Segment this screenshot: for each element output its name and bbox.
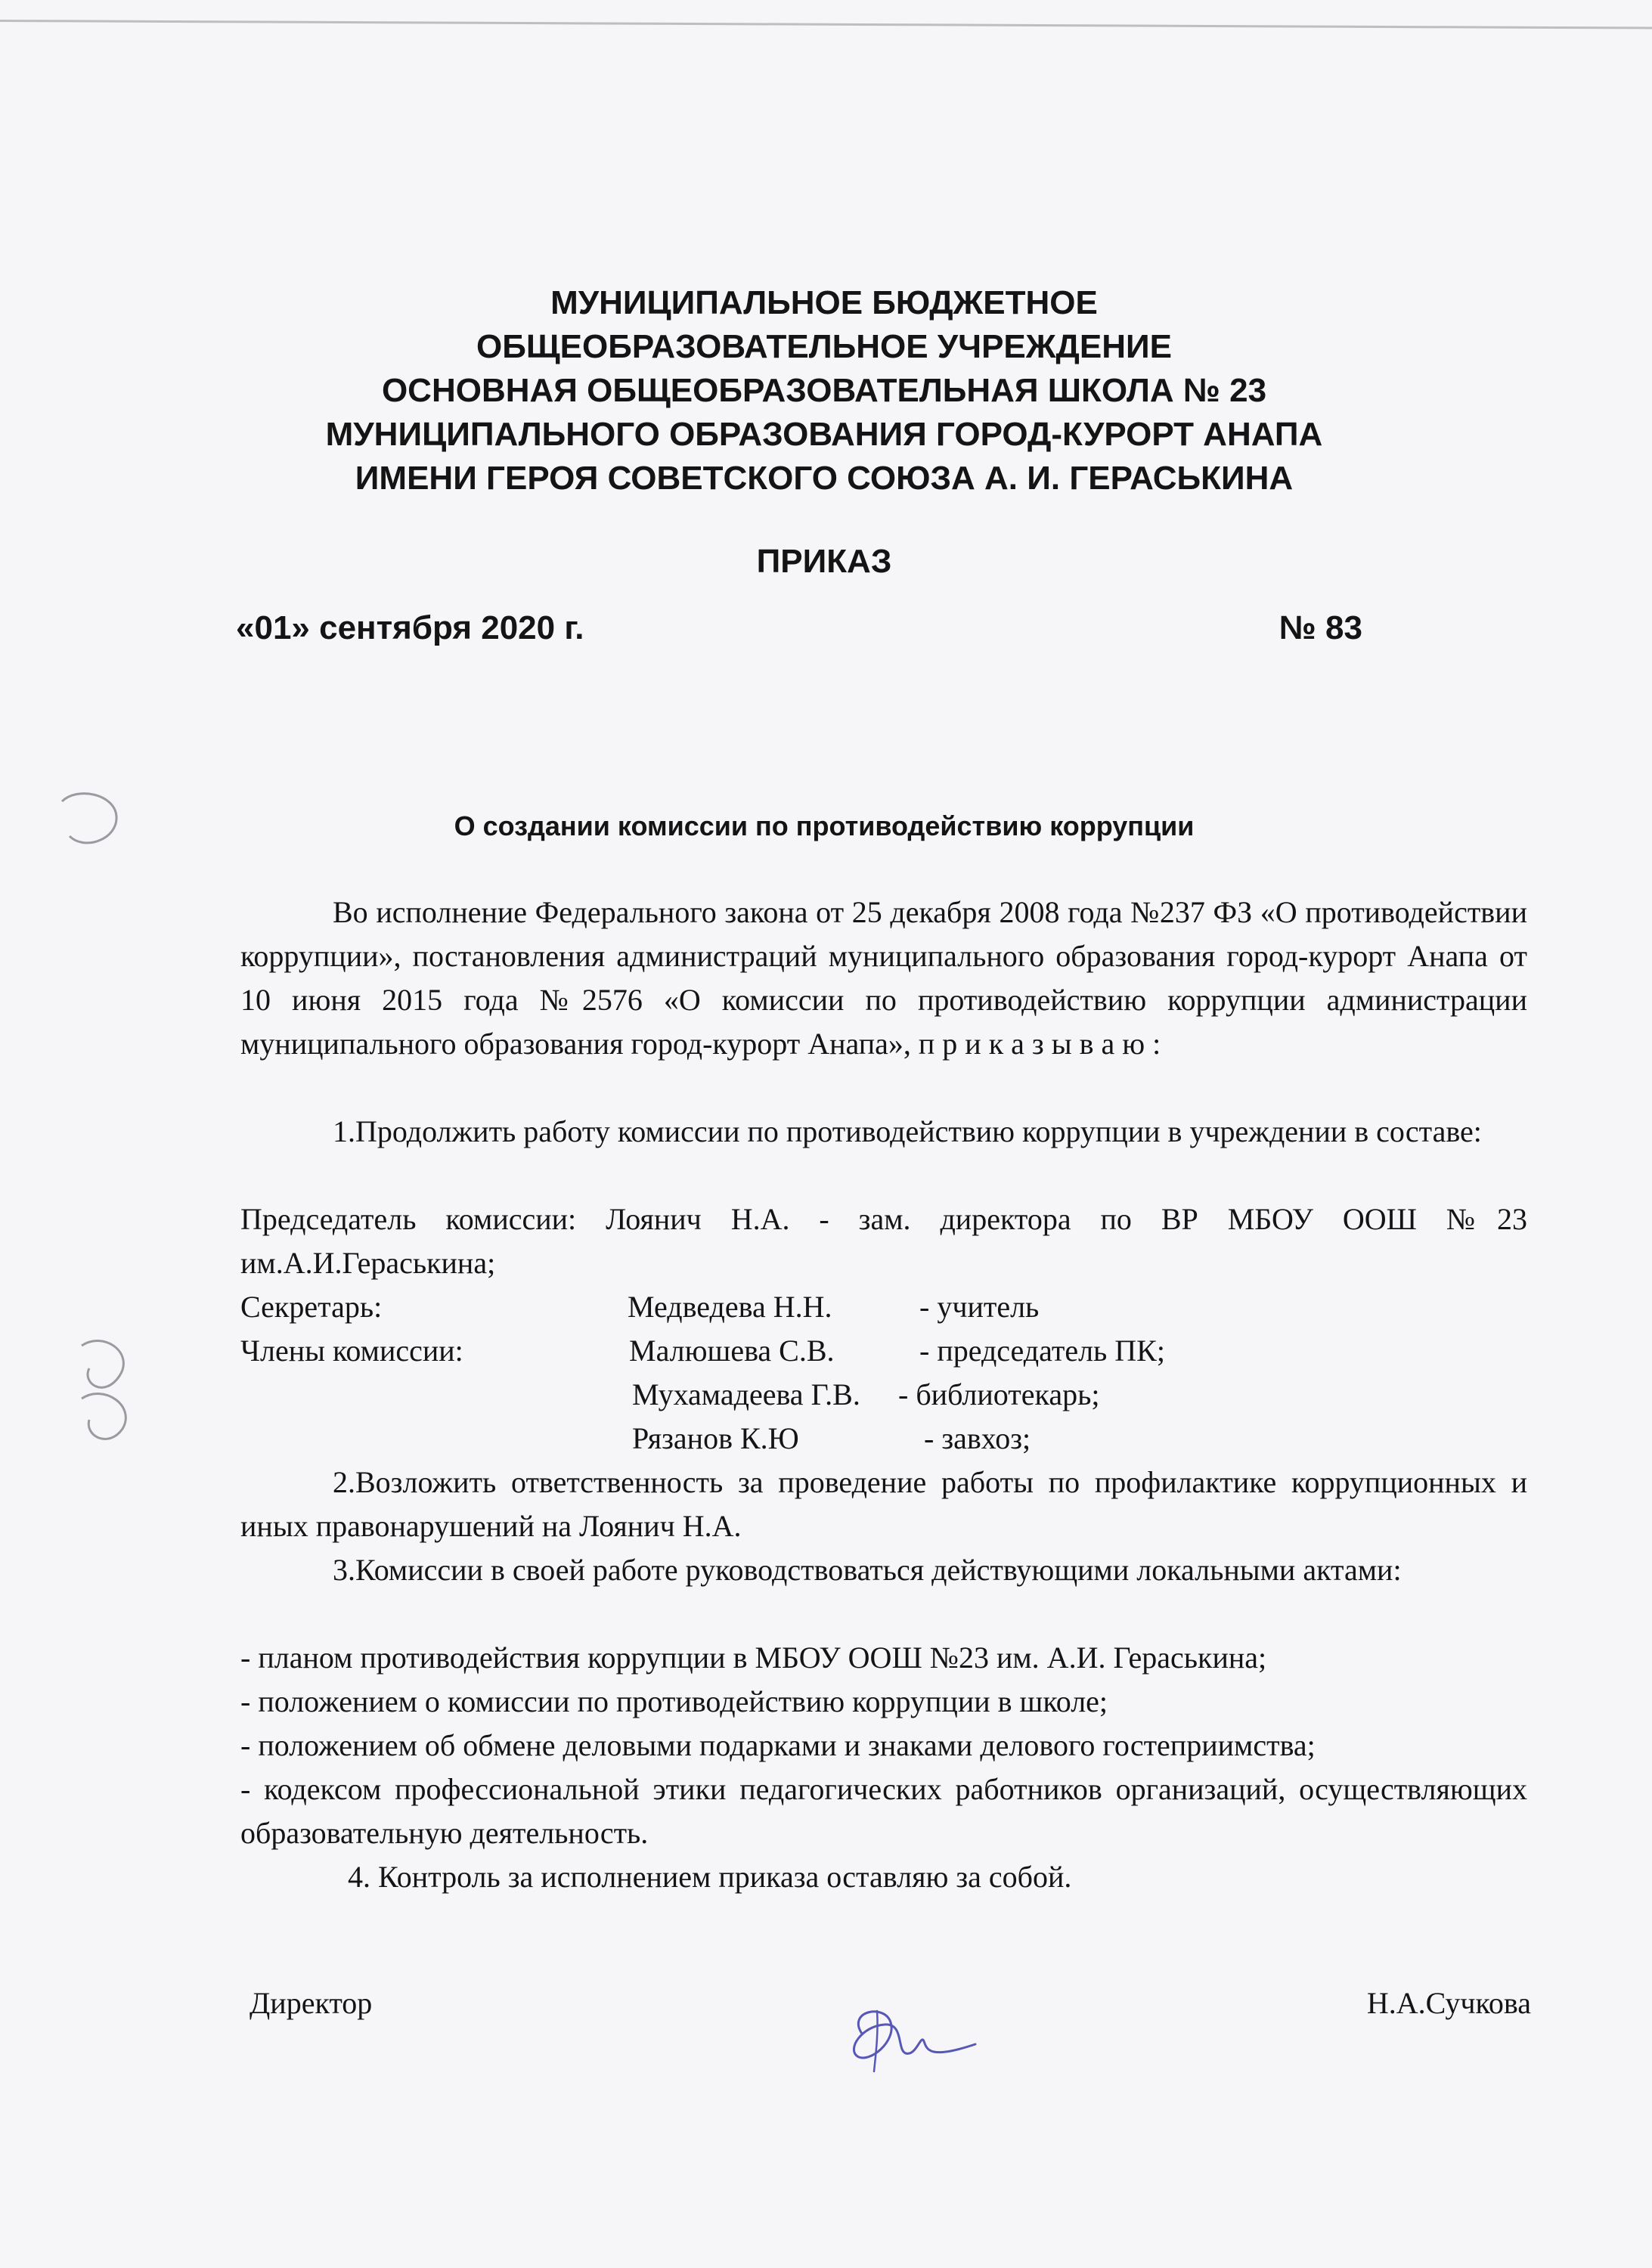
signer-name: Н.А.Сучкова: [1366, 1986, 1531, 2020]
item-2: 2.Возложить ответственность за проведение работы по профилактике коррупционных и иных правонарушений на Лоянич Н.А.: [240, 1465, 1527, 1543]
act-item: - положением о комиссии по противодействию коррупции в школе;: [240, 1684, 1108, 1718]
doc-type: ПРИКАЗ: [756, 543, 892, 580]
chairman: Председатель комиссии: Лоянич Н.А. - зам. директора по ВР МБОУ ООШ №23 им.А.И.Гераськина;: [240, 1202, 1527, 1280]
doc-date: «01» сентября 2020 г.: [236, 609, 584, 646]
member-name: Малюшева С.В.: [629, 1334, 835, 1368]
org-line: МУНИЦИПАЛЬНОЕ БЮДЖЕТНОЕ: [550, 284, 1098, 321]
punch-hole-mark: [67, 1331, 150, 1452]
scan-edge: [0, 20, 1652, 29]
secretary-post: - учитель: [919, 1290, 1040, 1324]
doc-subject: О создании комиссии по противодействию коррупции: [454, 810, 1195, 841]
members-label: Члены комиссии:: [240, 1334, 463, 1368]
item-1: 1.Продолжить работу комиссии по противодействию коррупции в учреждении в составе:: [333, 1114, 1482, 1148]
punch-hole-mark: [47, 779, 130, 854]
act-item: - планом противодействия коррупции в МБОУ ООШ №23 им. А.И. Гераськина;: [240, 1641, 1267, 1675]
handwritten-signature: [832, 1981, 998, 2094]
member-post: - библиотекарь;: [898, 1377, 1100, 1411]
item-4: 4. Контроль за исполнением приказа оставляю за собой.: [348, 1860, 1072, 1894]
member-name: Мухамадеева Г.В.: [632, 1377, 860, 1411]
doc-number: № 83: [1279, 609, 1362, 646]
secretary-row: [240, 1285, 382, 1329]
item-3: 3.Комиссии в своей работе руководствоваться действующими локальными актами:: [333, 1553, 1402, 1587]
preamble: Во исполнение Федерального закона от 25 декабря 2008 года №237 ФЗ «О противодействии коррупции», постановления администраций муниципального образования город-курорт Анапа от 10 июня 2015 года №2576 «О комиссии по противодействию коррупции администрации муниципального образования город-курорт Анапа», п р и к а з ы в а ю :: [240, 895, 1527, 1061]
secretary-name: Медведева Н.Н.: [628, 1290, 832, 1324]
member-post: - завхоз;: [924, 1421, 1031, 1455]
org-line: ОБЩЕОБРАЗОВАТЕЛЬНОЕ УЧРЕЖДЕНИЕ: [476, 328, 1172, 365]
org-line: ОСНОВНАЯ ОБЩЕОБРАЗОВАТЕЛЬНАЯ ШКОЛА № 23: [381, 372, 1267, 409]
member-post: - председатель ПК;: [919, 1334, 1165, 1368]
act-item: - кодексом профессиональной этики педагогических работников организаций, осуществляющих образовательную деятельность.: [240, 1772, 1527, 1850]
member-name: Рязанов К.Ю: [632, 1421, 799, 1455]
org-line: ИМЕНИ ГЕРОЯ СОВЕТСКОГО СОЮЗА А. И. ГЕРАСЬКИНА: [355, 460, 1294, 497]
act-item: - положением об обмене деловыми подарками и знаками делового гостеприимства;: [240, 1728, 1316, 1762]
secretary-role: Секретарь:: [240, 1290, 383, 1324]
organization-header: [151, 281, 1497, 500]
org-line: МУНИЦИПАЛЬНОГО ОБРАЗОВАНИЯ ГОРОД-КУРОРТ АНАПА: [325, 416, 1323, 453]
date-line: [236, 609, 1362, 647]
signer-title: Директор: [250, 1986, 373, 2020]
